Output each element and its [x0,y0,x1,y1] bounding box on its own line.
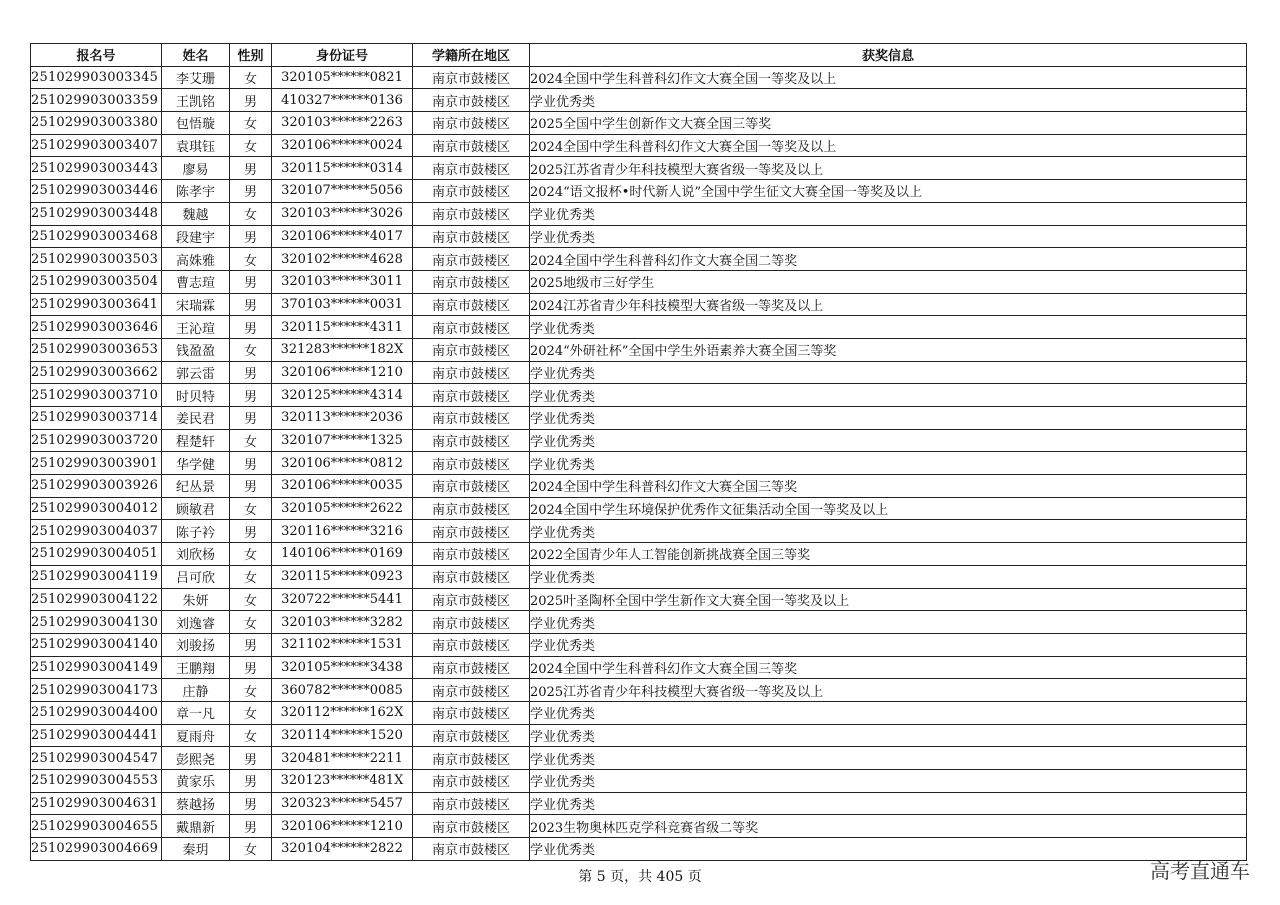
header-name: 姓名 [162,44,230,67]
cell-award: 学业优秀类 [530,202,1247,225]
table-row [31,248,1247,271]
table-row [31,270,1247,293]
cell-registration-id: 251029903003901 [31,452,162,475]
cell-region: 南京市鼓楼区 [413,293,530,316]
cell-registration-id: 251029903004119 [31,565,162,588]
table-header-row [31,44,1247,67]
cell-registration-id: 251029903003710 [31,384,162,407]
cell-gender: 女 [230,588,272,611]
cell-award: 2025地级市三好学生 [530,270,1247,293]
table-row [31,747,1247,770]
cell-region: 南京市鼓楼区 [413,429,530,452]
cell-registration-id: 251029903004655 [31,815,162,838]
cell-region: 南京市鼓楼区 [413,270,530,293]
cell-region: 南京市鼓楼区 [413,452,530,475]
table-row [31,724,1247,747]
cell-registration-id: 251029903003641 [31,293,162,316]
cell-gender: 男 [230,633,272,656]
table-row [31,180,1247,203]
cell-name: 朱妍 [162,588,230,611]
cell-award: 学业优秀类 [530,225,1247,248]
cell-award: 学业优秀类 [530,384,1247,407]
cell-name: 李艾珊 [162,66,230,89]
cell-registration-id: 251029903003407 [31,134,162,157]
cell-registration-id: 251029903004012 [31,497,162,520]
cell-award: 2023生物奥林匹克学科竞赛省级二等奖 [530,815,1247,838]
cell-region: 南京市鼓楼区 [413,792,530,815]
cell-gender: 男 [230,316,272,339]
cell-name: 郭云雷 [162,361,230,384]
cell-id-card: 320116******3216 [272,520,413,543]
cell-award: 学业优秀类 [530,361,1247,384]
cell-region: 南京市鼓楼区 [413,701,530,724]
cell-region: 南京市鼓楼区 [413,225,530,248]
table-row [31,838,1247,861]
cell-award: 学业优秀类 [530,316,1247,339]
cell-registration-id: 251029903004037 [31,520,162,543]
cell-registration-id: 251029903004669 [31,838,162,861]
cell-name: 蔡越扬 [162,792,230,815]
cell-name: 刘逸睿 [162,611,230,634]
cell-award: 学业优秀类 [530,89,1247,112]
cell-award: 学业优秀类 [530,633,1247,656]
cell-gender: 男 [230,792,272,815]
roster-table [30,43,1247,861]
table-row [31,293,1247,316]
table-row [31,611,1247,634]
table-row [31,407,1247,430]
cell-name: 戴鼎新 [162,815,230,838]
cell-award: 学业优秀类 [530,611,1247,634]
cell-name: 秦玥 [162,838,230,861]
cell-gender: 女 [230,679,272,702]
cell-region: 南京市鼓楼区 [413,361,530,384]
cell-name: 廖易 [162,157,230,180]
cell-region: 南京市鼓楼区 [413,407,530,430]
cell-gender: 男 [230,815,272,838]
cell-registration-id: 251029903004553 [31,770,162,793]
table-body [31,66,1247,860]
cell-registration-id: 251029903003446 [31,180,162,203]
cell-gender: 女 [230,701,272,724]
cell-registration-id: 251029903004547 [31,747,162,770]
cell-region: 南京市鼓楼区 [413,89,530,112]
cell-gender: 女 [230,202,272,225]
cell-award: 学业优秀类 [530,838,1247,861]
cell-registration-id: 251029903003926 [31,475,162,498]
cell-gender: 女 [230,543,272,566]
cell-id-card: 320105******3438 [272,656,413,679]
cell-name: 刘骏扬 [162,633,230,656]
cell-award: 学业优秀类 [530,452,1247,475]
cell-gender: 男 [230,157,272,180]
cell-id-card: 320112******162X [272,701,413,724]
cell-registration-id: 251029903003653 [31,338,162,361]
cell-registration-id: 251029903004122 [31,588,162,611]
cell-gender: 女 [230,429,272,452]
cell-gender: 男 [230,452,272,475]
table-row [31,225,1247,248]
table-row [31,66,1247,89]
cell-id-card: 320104******2822 [272,838,413,861]
cell-id-card: 320107******1325 [272,429,413,452]
cell-registration-id: 251029903003662 [31,361,162,384]
cell-region: 南京市鼓楼区 [413,565,530,588]
header-gender: 性别 [230,44,272,67]
cell-id-card: 321102******1531 [272,633,413,656]
cell-name: 陈子衿 [162,520,230,543]
cell-name: 程楚轩 [162,429,230,452]
cell-gender: 女 [230,112,272,135]
table-row [31,452,1247,475]
cell-award: 2024“语文报杯•时代新人说”全国中学生征文大赛全国一等奖及以上 [530,180,1247,203]
cell-id-card: 320115******4311 [272,316,413,339]
cell-name: 陈孝宇 [162,180,230,203]
cell-name: 顾敏君 [162,497,230,520]
table-row [31,565,1247,588]
cell-gender: 男 [230,520,272,543]
cell-gender: 男 [230,747,272,770]
table-row [31,134,1247,157]
cell-gender: 女 [230,611,272,634]
cell-award: 2025全国中学生创新作文大赛全国三等奖 [530,112,1247,135]
cell-id-card: 320103******3011 [272,270,413,293]
cell-id-card: 320722******5441 [272,588,413,611]
table-row [31,656,1247,679]
cell-region: 南京市鼓楼区 [413,157,530,180]
cell-region: 南京市鼓楼区 [413,679,530,702]
table-row [31,588,1247,611]
cell-name: 彭熙尧 [162,747,230,770]
cell-id-card: 320106******4017 [272,225,413,248]
cell-region: 南京市鼓楼区 [413,180,530,203]
cell-id-card: 320323******5457 [272,792,413,815]
cell-registration-id: 251029903004441 [31,724,162,747]
cell-name: 王沁瑄 [162,316,230,339]
cell-gender: 男 [230,225,272,248]
cell-name: 姜民君 [162,407,230,430]
cell-gender: 女 [230,724,272,747]
cell-gender: 男 [230,770,272,793]
cell-award: 2024全国中学生科普科幻作文大赛全国一等奖及以上 [530,66,1247,89]
cell-region: 南京市鼓楼区 [413,66,530,89]
cell-award: 学业优秀类 [530,520,1247,543]
cell-id-card: 320115******0314 [272,157,413,180]
table-row [31,497,1247,520]
cell-name: 纪丛景 [162,475,230,498]
cell-region: 南京市鼓楼区 [413,112,530,135]
cell-region: 南京市鼓楼区 [413,384,530,407]
cell-registration-id: 251029903003504 [31,270,162,293]
cell-registration-id: 251029903003359 [31,89,162,112]
cell-gender: 男 [230,361,272,384]
cell-registration-id: 251029903003646 [31,316,162,339]
cell-name: 曹志瑄 [162,270,230,293]
cell-id-card: 360782******0085 [272,679,413,702]
cell-award: 2025江苏省青少年科技模型大赛省级一等奖及以上 [530,679,1247,702]
cell-gender: 男 [230,656,272,679]
cell-award: 学业优秀类 [530,565,1247,588]
table-row [31,701,1247,724]
table-row [31,815,1247,838]
cell-id-card: 320106******1210 [272,815,413,838]
table-row [31,89,1247,112]
cell-name: 夏雨舟 [162,724,230,747]
cell-registration-id: 251029903003468 [31,225,162,248]
cell-registration-id: 251029903003720 [31,429,162,452]
cell-gender: 男 [230,293,272,316]
cell-id-card: 320123******481X [272,770,413,793]
header-award: 获奖信息 [530,44,1247,67]
cell-award: 2024全国中学生科普科幻作文大赛全国一等奖及以上 [530,134,1247,157]
cell-award: 2024江苏省青少年科技模型大赛省级一等奖及以上 [530,293,1247,316]
cell-region: 南京市鼓楼区 [413,520,530,543]
cell-name: 高姝雅 [162,248,230,271]
cell-region: 南京市鼓楼区 [413,838,530,861]
cell-gender: 男 [230,89,272,112]
cell-region: 南京市鼓楼区 [413,633,530,656]
cell-id-card: 320107******5056 [272,180,413,203]
cell-region: 南京市鼓楼区 [413,656,530,679]
cell-award: 学业优秀类 [530,701,1247,724]
cell-award: 2022全国青少年人工智能创新挑战赛全国三等奖 [530,543,1247,566]
cell-name: 王鹏翔 [162,656,230,679]
cell-name: 庄静 [162,679,230,702]
cell-name: 黄家乐 [162,770,230,793]
cell-registration-id: 251029903003380 [31,112,162,135]
table-row [31,633,1247,656]
cell-id-card: 140106******0169 [272,543,413,566]
cell-region: 南京市鼓楼区 [413,497,530,520]
cell-gender: 女 [230,565,272,588]
header-registration-id: 报名号 [31,44,162,67]
cell-award: 学业优秀类 [530,792,1247,815]
table-row [31,338,1247,361]
cell-registration-id: 251029903003714 [31,407,162,430]
cell-registration-id: 251029903003345 [31,66,162,89]
cell-id-card: 320106******1210 [272,361,413,384]
table-row [31,384,1247,407]
cell-award: 2025江苏省青少年科技模型大赛省级一等奖及以上 [530,157,1247,180]
table-row [31,770,1247,793]
cell-name: 钱盈盈 [162,338,230,361]
page-number: 第 5 页，共 405 页 [578,869,702,885]
cell-gender: 男 [230,384,272,407]
cell-id-card: 320114******1520 [272,724,413,747]
cell-name: 时贝特 [162,384,230,407]
cell-registration-id: 251029903003503 [31,248,162,271]
cell-id-card: 320102******4628 [272,248,413,271]
cell-registration-id: 251029903004631 [31,792,162,815]
cell-award: 学业优秀类 [530,429,1247,452]
cell-award: 学业优秀类 [530,407,1247,430]
cell-region: 南京市鼓楼区 [413,588,530,611]
cell-region: 南京市鼓楼区 [413,747,530,770]
cell-id-card: 320106******0035 [272,475,413,498]
cell-region: 南京市鼓楼区 [413,202,530,225]
table-row [31,792,1247,815]
cell-region: 南京市鼓楼区 [413,134,530,157]
table-row [31,520,1247,543]
cell-gender: 女 [230,338,272,361]
cell-id-card: 320105******0821 [272,66,413,89]
cell-id-card: 320103******2263 [272,112,413,135]
cell-name: 章一凡 [162,701,230,724]
cell-gender: 女 [230,838,272,861]
cell-region: 南京市鼓楼区 [413,475,530,498]
cell-id-card: 320125******4314 [272,384,413,407]
cell-region: 南京市鼓楼区 [413,338,530,361]
cell-name: 宋瑞霖 [162,293,230,316]
cell-id-card: 320115******0923 [272,565,413,588]
cell-id-card: 321283******182X [272,338,413,361]
header-id-card: 身份证号 [272,44,413,67]
cell-gender: 女 [230,248,272,271]
table-row [31,475,1247,498]
cell-region: 南京市鼓楼区 [413,611,530,634]
table-row [31,543,1247,566]
cell-registration-id: 251029903004149 [31,656,162,679]
cell-gender: 女 [230,66,272,89]
cell-registration-id: 251029903004173 [31,679,162,702]
table-row [31,202,1247,225]
cell-award: 2024全国中学生科普科幻作文大赛全国三等奖 [530,656,1247,679]
cell-name: 段建宇 [162,225,230,248]
table-row [31,112,1247,135]
cell-id-card: 410327******0136 [272,89,413,112]
cell-name: 刘欣杨 [162,543,230,566]
cell-id-card: 320106******0812 [272,452,413,475]
cell-registration-id: 251029903004051 [31,543,162,566]
cell-award: 学业优秀类 [530,770,1247,793]
cell-region: 南京市鼓楼区 [413,543,530,566]
cell-award: 2024全国中学生科普科幻作文大赛全国三等奖 [530,475,1247,498]
cell-registration-id: 251029903004130 [31,611,162,634]
cell-gender: 男 [230,475,272,498]
table-row [31,679,1247,702]
cell-registration-id: 251029903004140 [31,633,162,656]
cell-id-card: 320103******3026 [272,202,413,225]
cell-name: 吕可欣 [162,565,230,588]
table-row [31,157,1247,180]
cell-region: 南京市鼓楼区 [413,316,530,339]
cell-gender: 男 [230,180,272,203]
cell-gender: 女 [230,497,272,520]
cell-region: 南京市鼓楼区 [413,770,530,793]
cell-region: 南京市鼓楼区 [413,724,530,747]
cell-id-card: 320103******3282 [272,611,413,634]
cell-name: 王凯铭 [162,89,230,112]
cell-name: 包悟璇 [162,112,230,135]
table-row [31,316,1247,339]
cell-id-card: 320105******2622 [272,497,413,520]
cell-id-card: 320113******2036 [272,407,413,430]
cell-id-card: 370103******0031 [272,293,413,316]
cell-gender: 男 [230,407,272,430]
cell-gender: 男 [230,270,272,293]
cell-award: 2024全国中学生环境保护优秀作文征集活动全国一等奖及以上 [530,497,1247,520]
table-row [31,429,1247,452]
cell-name: 袁琪钰 [162,134,230,157]
cell-id-card: 320106******0024 [272,134,413,157]
watermark: 高考直通车 [1150,859,1250,883]
table-row [31,361,1247,384]
header-region: 学籍所在地区 [413,44,530,67]
cell-region: 南京市鼓楼区 [413,248,530,271]
cell-registration-id: 251029903003443 [31,157,162,180]
cell-id-card: 320481******2211 [272,747,413,770]
cell-region: 南京市鼓楼区 [413,815,530,838]
cell-registration-id: 251029903003448 [31,202,162,225]
cell-name: 魏越 [162,202,230,225]
cell-name: 华学健 [162,452,230,475]
cell-award: 2024“外研社杯”全国中学生外语素养大赛全国三等奖 [530,338,1247,361]
cell-award: 2024全国中学生科普科幻作文大赛全国二等奖 [530,248,1247,271]
cell-award: 2025叶圣陶杯全国中学生新作文大赛全国一等奖及以上 [530,588,1247,611]
cell-gender: 女 [230,134,272,157]
cell-award: 学业优秀类 [530,724,1247,747]
cell-award: 学业优秀类 [530,747,1247,770]
cell-registration-id: 251029903004400 [31,701,162,724]
